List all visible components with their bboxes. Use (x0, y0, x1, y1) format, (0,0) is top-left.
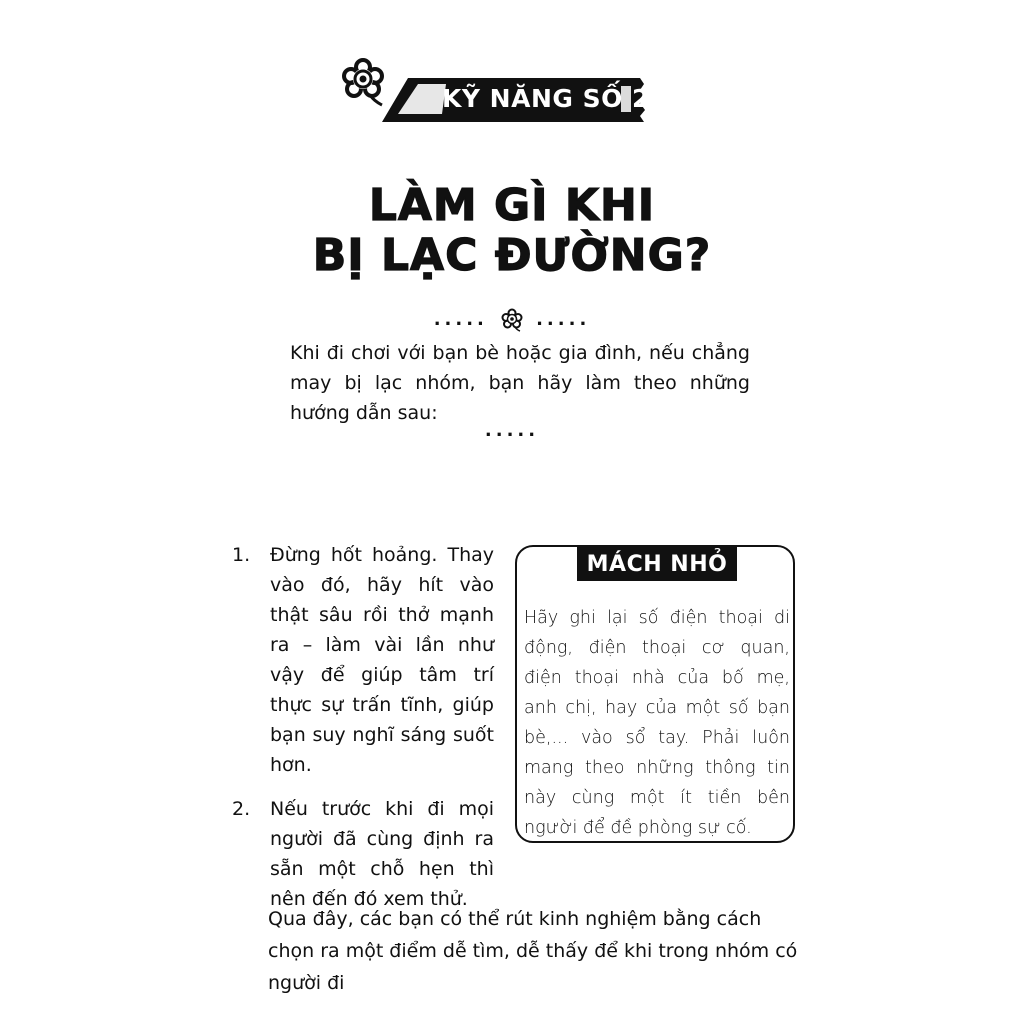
step-item (232, 540, 494, 780)
closing-paragraph: Qua đây, các bạn có thể rút kinh nghiệm bằng cách chọn ra một điểm dễ tìm, dễ thấy để khi trong nhóm có người đi (268, 908, 798, 994)
steps-list (232, 540, 494, 928)
step-number: 1. (232, 544, 251, 566)
intro-end-dots: ..... (484, 420, 540, 441)
ornament-divider (0, 308, 1024, 338)
divider-dots-right: ..... (536, 309, 591, 330)
skill-number-label: KỸ NĂNG SỐ 2 (442, 84, 650, 113)
step-number: 2. (232, 798, 251, 820)
step-text: Đừng hốt hoảng. Thay vào đó, hãy hít vào thật sâu rồi thở mạnh ra – làm vài lần như vậy để giúp tâm trí thực sự trấn tĩnh, giúp bạn suy nghĩ sáng suốt hơn. (270, 544, 494, 776)
small-flower-icon (501, 308, 523, 332)
step-item (232, 794, 494, 914)
intro-paragraph: Khi đi chơi với bạn bè hoặc gia đình, nếu chẳng may bị lạc nhóm, bạn hãy làm theo những hướng dẫn sau: (290, 342, 750, 424)
step-text: Nếu trước khi đi mọi người đã cùng định ra sẵn một chỗ hẹn thì nên đến đó xem thử. (270, 798, 494, 910)
page-title-line-2: BỊ LẠC ĐƯỜNG? (312, 230, 712, 281)
tip-text: Hãy ghi lại số điện thoại di động, điện thoại cơ quan, điện thoại nhà của bố mẹ, anh chị, hay của một số bạn bè,... vào sổ tay. Phải luôn mang theo những thông tin này cùng một ít tiền bên người để đề phòng sự cố. (524, 608, 790, 838)
page-title-line-1: LÀM GÌ KHI (368, 180, 656, 231)
divider-dots-left: ..... (433, 309, 488, 330)
tip-title: MÁCH NHỎ (577, 547, 737, 581)
